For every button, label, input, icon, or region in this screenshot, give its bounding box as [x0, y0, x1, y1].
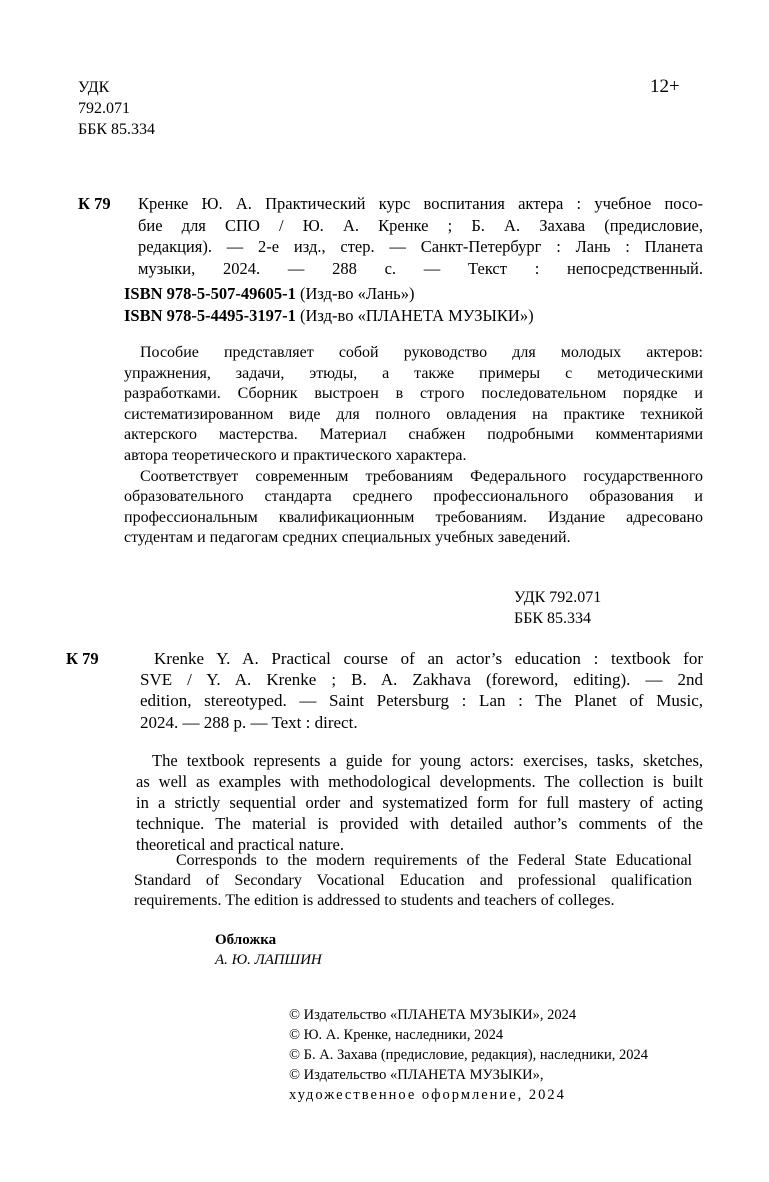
- copyright-line: © Ю. А. Кренке, наследники, 2024: [289, 1027, 504, 1043]
- annotation-line: автора теоретического и практического характера.: [124, 446, 467, 464]
- bib-line: музыки, 2024. — 288 с. — Текст : непосредственный.: [138, 258, 703, 278]
- isbn-list: [124, 283, 534, 327]
- udk-label: УДК: [78, 79, 110, 96]
- call-number-en: К 79: [66, 649, 99, 668]
- annotation-line: The textbook represents a guide for young actors: exercises, tasks, sketches,: [152, 751, 703, 770]
- call-number-ru: К 79: [78, 194, 111, 213]
- copyright-block: [289, 1005, 648, 1105]
- annotation-line: систематизированном виде для полного овладения на практике техникой: [124, 405, 703, 423]
- annotation-ru: [124, 343, 703, 549]
- annotation-line: актерского мастерства. Материал снабжен подробными комментариями: [124, 426, 703, 444]
- udk-en: УДК 792.071: [514, 589, 602, 606]
- bib-line: edition, stereotyped. — Saint Petersburg : Lan : The Planet of Music,: [140, 691, 703, 711]
- isbn-row: [124, 305, 534, 327]
- cover-artist: А. Ю. ЛАПШИН: [215, 952, 322, 968]
- age-rating: 12+: [650, 76, 680, 97]
- bbk-code: ББК 85.334: [78, 121, 156, 138]
- bib-line: бие для СПО / Ю. А. Кренке ; Б. А. Захава (предисловие,: [138, 215, 703, 235]
- annotation-line: упражнения, задачи, этюды, а также примеры с методическими: [124, 364, 703, 382]
- annotation-line: студентам и педагогам средних специальных учебных заведений.: [124, 529, 571, 547]
- bib-line: Кренке Ю. А. Практический курс воспитания актера : учебное посо-: [138, 194, 703, 213]
- cover-label: Обложка: [215, 932, 277, 948]
- isbn-number: ISBN 978-5-4495-3197-1: [124, 306, 296, 325]
- annotation-en: [136, 750, 703, 855]
- cover-credit: [215, 930, 322, 970]
- copyright-line: © Б. А. Захава (предисловие, редакция), наследники, 2024: [289, 1047, 648, 1063]
- annotation-line: образовательного стандарта среднего профессионального образования и: [124, 488, 703, 506]
- udk-header: [78, 77, 155, 140]
- isbn-row: [124, 283, 534, 305]
- copyright-line: художественное оформление, 2024: [289, 1087, 566, 1103]
- annotation-line: разработками. Сборник выстроен в строго последовательном порядке и: [124, 385, 703, 403]
- copyright-line: © Издательство «ПЛАНЕТА МУЗЫКИ», 2024: [289, 1007, 577, 1023]
- isbn-number: ISBN 978-5-507-49605-1: [124, 284, 296, 303]
- bib-line: SVE / Y. A. Krenke ; B. A. Zakhava (foreword, editing). — 2nd: [140, 670, 703, 690]
- bibliographic-record-en: [140, 648, 703, 733]
- copyright-line: © Издательство «ПЛАНЕТА МУЗЫКИ»,: [289, 1067, 544, 1083]
- isbn-publisher: (Изд-во «Лань»): [300, 284, 415, 303]
- annotation-line: Corresponds to the modern requirements of the Federal State Educational: [176, 852, 692, 869]
- udk-en-block: [514, 587, 601, 629]
- annotation-line: Соответствует современным требованиям Федерального государственного: [140, 467, 703, 485]
- bbk-en: ББК 85.334: [514, 610, 592, 627]
- annotation-line: requirements. The edition is addressed to students and teachers of colleges.: [134, 892, 615, 909]
- annotation-line: theoretical and practical nature.: [136, 835, 344, 854]
- annotation-line: in a strictly sequential order and systematized form for full mastery of acting: [136, 793, 703, 812]
- annotation-line: Standard of Secondary Vocational Education and professional qualification: [134, 872, 692, 889]
- annotation-line: профессиональным квалификационным требованиям. Издание адресовано: [124, 508, 703, 526]
- bib-line: редакция). — 2-е изд., стер. — Санкт-Петербург : Лань : Планета: [138, 237, 703, 256]
- isbn-publisher: (Изд-во «ПЛАНЕТА МУЗЫКИ»): [300, 306, 534, 325]
- bib-line: 2024. — 288 p. — Text : direct.: [140, 712, 358, 732]
- annotation-en-standard: [134, 851, 692, 911]
- annotation-line: technique. The material is provided with detailed author’s comments of the: [136, 814, 703, 833]
- bib-line: Krenke Y. A. Practical course of an actor’s education : textbook for: [154, 649, 703, 668]
- bibliographic-record-ru: [138, 193, 703, 279]
- annotation-line: Пособие представляет собой руководство для молодых актеров:: [140, 344, 703, 361]
- udk-code: 792.071: [78, 100, 130, 117]
- annotation-line: as well as examples with methodological developments. The collection is built: [136, 772, 703, 791]
